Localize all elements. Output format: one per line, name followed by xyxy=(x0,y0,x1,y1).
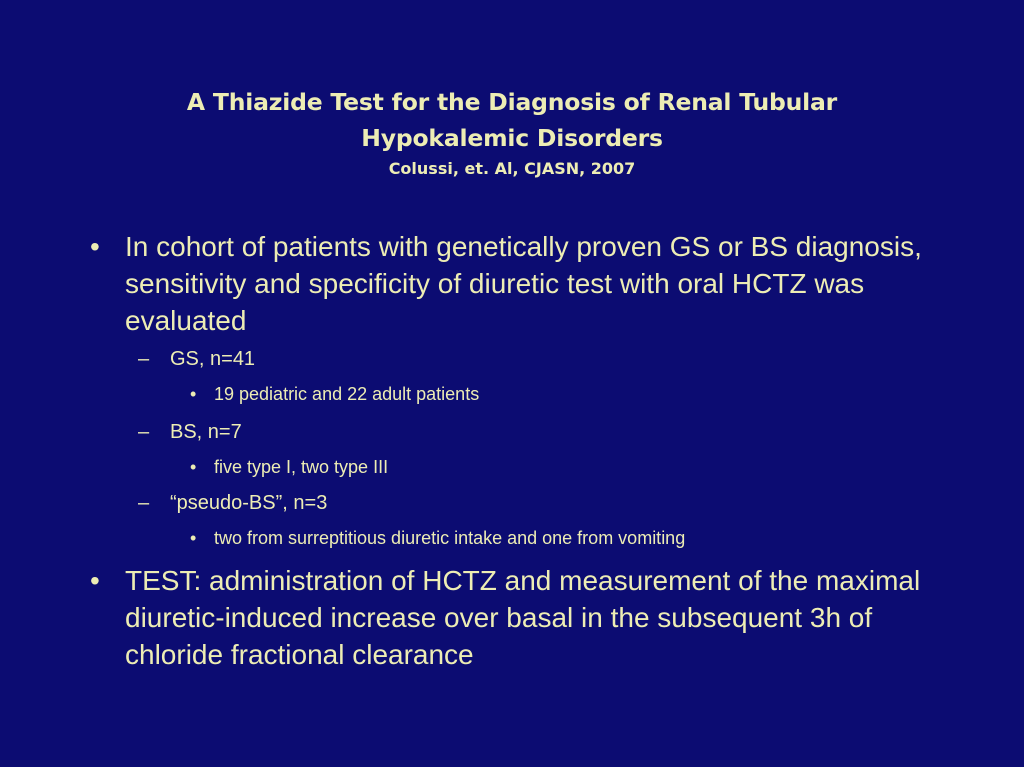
detail-item-text: five type I, two type III xyxy=(214,457,389,477)
sub-item-text: “pseudo-BS”, n=3 xyxy=(170,492,328,514)
bullet-icon: • xyxy=(190,457,197,477)
bullet-icon: • xyxy=(90,231,100,262)
bullet-icon: • xyxy=(190,528,197,548)
bullet-item-cohort xyxy=(90,228,930,339)
detail-item-text: 19 pediatric and 22 adult patients xyxy=(214,384,480,404)
bullet-item-test xyxy=(90,562,930,673)
sub-item-bs xyxy=(138,419,898,445)
slide-citation: Colussi, et. Al, CJASN, 2007 xyxy=(388,159,636,178)
detail-item-pseudo-bs xyxy=(190,526,910,550)
bullet-icon: • xyxy=(90,565,100,596)
sub-item-pseudo-bs xyxy=(138,490,898,516)
bullet-icon: • xyxy=(190,384,197,404)
bullet-text: TEST: administration of HCTZ and measurement of the maximal diuretic-induced increase over basal in the subsequent 3h of chloride fractional clearance xyxy=(125,565,921,670)
sub-item-text: BS, n=7 xyxy=(170,421,242,443)
detail-item-gs xyxy=(190,382,910,406)
slide-title-line-1: A Thiazide Test for the Diagnosis of Renal Tubular xyxy=(186,88,838,116)
dash-icon: – xyxy=(138,348,150,370)
bullet-text: In cohort of patients with genetically proven GS or BS diagnosis, sensitivity and specificity of diuretic test with oral HCTZ was evaluated xyxy=(125,231,922,336)
dash-icon: – xyxy=(138,492,150,514)
dash-icon: – xyxy=(138,421,150,443)
detail-item-bs xyxy=(190,455,910,479)
detail-item-text: two from surreptitious diuretic intake and one from vomiting xyxy=(214,528,686,548)
sub-item-text: GS, n=41 xyxy=(170,348,256,370)
slide-title-line-2: Hypokalemic Disorders xyxy=(361,124,663,152)
sub-item-gs xyxy=(138,346,898,372)
